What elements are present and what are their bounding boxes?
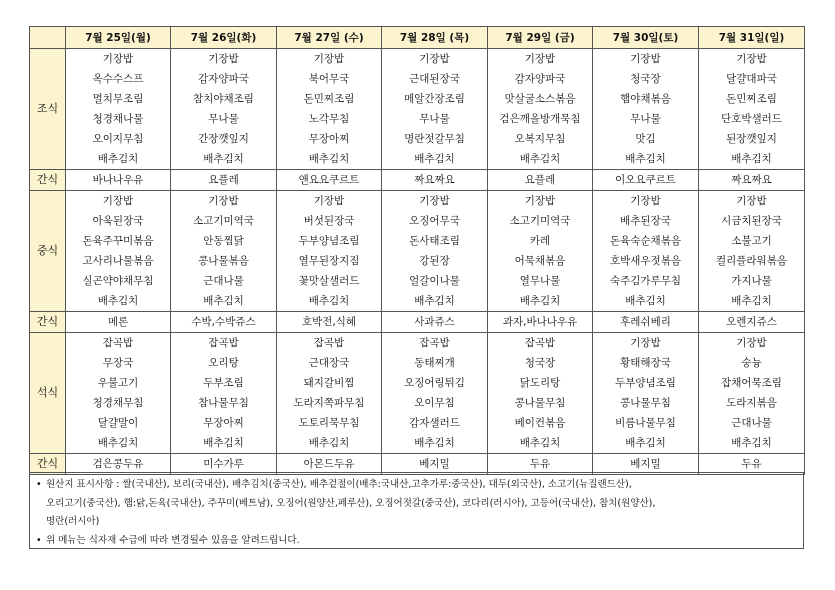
menu-item: 오징어무국	[382, 211, 488, 231]
menu-item: 잡곡밥	[382, 333, 488, 354]
day-header: 7월 28일 (목)	[382, 27, 488, 49]
day-header-row	[30, 27, 805, 49]
snack-item: 요플레	[171, 170, 277, 191]
menu-item: 참나물무침	[171, 393, 277, 413]
snack-item: 베지밀	[382, 454, 488, 475]
menu-item: 배추김치	[277, 149, 382, 170]
breakfast-row	[30, 149, 805, 170]
menu-item: 무나물	[171, 109, 277, 129]
lunch-label: 중식	[30, 191, 66, 312]
breakfast-row	[30, 89, 805, 109]
dinner-row	[30, 353, 805, 373]
menu-item: 돈민찌조림	[277, 89, 382, 109]
menu-item: 청국장	[488, 353, 593, 373]
menu-item: 맛김	[593, 129, 699, 149]
snack-item: 아몬드두유	[277, 454, 382, 475]
menu-item: 검은깨올방개묵침	[488, 109, 593, 129]
corner-cell	[30, 27, 66, 49]
menu-item: 소고기미역국	[171, 211, 277, 231]
menu-item: 기장밥	[66, 191, 171, 212]
menu-item: 근대나물	[699, 413, 805, 433]
menu-item: 배추김치	[488, 291, 593, 312]
menu-item: 시금치된장국	[699, 211, 805, 231]
menu-item: 무나물	[382, 109, 488, 129]
menu-item: 배추김치	[593, 291, 699, 312]
menu-item: 도토리묵무침	[277, 413, 382, 433]
snack-label: 간식	[30, 170, 66, 191]
menu-item: 북어무국	[277, 69, 382, 89]
menu-item: 열무된장지짐	[277, 251, 382, 271]
snack-item: 후레쉬베리	[593, 312, 699, 333]
menu-item: 기장밥	[593, 49, 699, 70]
menu-item: 오리탕	[171, 353, 277, 373]
snack-item: 오렌지쥬스	[699, 312, 805, 333]
lunch-row	[30, 211, 805, 231]
menu-item: 명란젓갈무침	[382, 129, 488, 149]
menu-item: 배추김치	[382, 149, 488, 170]
snack-item: 수박,수박쥬스	[171, 312, 277, 333]
menu-item: 동태찌개	[382, 353, 488, 373]
menu-item: 청경채무침	[66, 393, 171, 413]
snack-label: 간식	[30, 312, 66, 333]
dinner-row	[30, 333, 805, 354]
bullet-icon: •	[36, 479, 42, 490]
menu-item: 두부양념조림	[277, 231, 382, 251]
menu-item: 근대나물	[171, 271, 277, 291]
menu-item: 배추김치	[277, 291, 382, 312]
menu-item: 단호박샐러드	[699, 109, 805, 129]
menu-item: 돈육주꾸미볶음	[66, 231, 171, 251]
dinner-row	[30, 413, 805, 433]
menu-item: 노각무침	[277, 109, 382, 129]
dinner-row	[30, 433, 805, 454]
snack-item: 바나나우유	[66, 170, 171, 191]
menu-item: 카레	[488, 231, 593, 251]
dinner-row	[30, 393, 805, 413]
change-notice: • 위 메뉴는 식자재 수급에 따라 변경될수 있음을 알려드립니다.	[36, 532, 797, 551]
day-header: 7월 25일(월)	[66, 27, 171, 49]
menu-item: 기장밥	[66, 49, 171, 70]
menu-item: 숭늉	[699, 353, 805, 373]
menu-item: 어묵채볶음	[488, 251, 593, 271]
menu-item: 간장깻잎지	[171, 129, 277, 149]
menu-item: 배추김치	[66, 433, 171, 454]
menu-item: 콩나물볶음	[171, 251, 277, 271]
menu-item: 배추김치	[171, 433, 277, 454]
menu-item: 배추김치	[488, 149, 593, 170]
menu-item: 기장밥	[699, 333, 805, 354]
menu-item: 무장아찌	[277, 129, 382, 149]
menu-item: 돈민찌조림	[699, 89, 805, 109]
menu-item: 배추된장국	[593, 211, 699, 231]
bullet-icon: •	[36, 534, 42, 546]
menu-item: 청경채나물	[66, 109, 171, 129]
snack-item: 두유	[699, 454, 805, 475]
menu-item: 잡곡밥	[277, 333, 382, 354]
menu-item: 잡채어묵조림	[699, 373, 805, 393]
snack-item: 메론	[66, 312, 171, 333]
lunch-row	[30, 231, 805, 251]
menu-item: 열무나물	[488, 271, 593, 291]
snack-item: 두유	[488, 454, 593, 475]
menu-item: 기장밥	[382, 191, 488, 212]
menu-item: 호박새우젓볶음	[593, 251, 699, 271]
menu-item: 무나물	[593, 109, 699, 129]
day-header: 7월 26일(화)	[171, 27, 277, 49]
dinner-row	[30, 373, 805, 393]
menu-item: 도라지볶음	[699, 393, 805, 413]
menu-item: 감자샐러드	[382, 413, 488, 433]
menu-item: 잡곡밥	[66, 333, 171, 354]
menu-item: 기장밥	[593, 333, 699, 354]
menu-item: 강된장	[382, 251, 488, 271]
menu-item: 배추김치	[593, 433, 699, 454]
menu-item: 배추김치	[593, 149, 699, 170]
menu-item: 감자양파국	[488, 69, 593, 89]
menu-item: 고사리나물볶음	[66, 251, 171, 271]
menu-item: 기장밥	[699, 49, 805, 70]
menu-item: 된장깻잎지	[699, 129, 805, 149]
menu-item: 우불고기	[66, 373, 171, 393]
dinner-label: 석식	[30, 333, 66, 454]
menu-item: 오징어링튀김	[382, 373, 488, 393]
menu-item: 배추김치	[277, 433, 382, 454]
menu-item: 청국장	[593, 69, 699, 89]
menu-item: 콩나물무침	[488, 393, 593, 413]
lunch-row	[30, 191, 805, 212]
lunch-row	[30, 291, 805, 312]
snack-item: 과자,바나나우유	[488, 312, 593, 333]
menu-item: 오이지무침	[66, 129, 171, 149]
menu-item: 기장밥	[277, 191, 382, 212]
menu-item: 무장아찌	[171, 413, 277, 433]
menu-item: 맛살굴소스볶음	[488, 89, 593, 109]
snack-item: 베지밀	[593, 454, 699, 475]
breakfast-row	[30, 129, 805, 149]
menu-item: 배추김치	[66, 291, 171, 312]
menu-item: 두부양념조림	[593, 373, 699, 393]
menu-item: 아욱된장국	[66, 211, 171, 231]
menu-item: 기장밥	[593, 191, 699, 212]
menu-item: 햄야채볶음	[593, 89, 699, 109]
menu-item: 기장밥	[699, 191, 805, 212]
menu-item: 배추김치	[488, 433, 593, 454]
menu-item: 컬리플라워볶음	[699, 251, 805, 271]
snack-item: 앤요요쿠르트	[277, 170, 382, 191]
menu-item: 콩나물무침	[593, 393, 699, 413]
menu-item: 잡곡밥	[488, 333, 593, 354]
menu-item: 배추김치	[66, 149, 171, 170]
snack-item: 검은콩두유	[66, 454, 171, 475]
menu-item: 배추김치	[171, 291, 277, 312]
menu-item: 옥수수스프	[66, 69, 171, 89]
breakfast-label: 조식	[30, 49, 66, 170]
menu-item: 소불고기	[699, 231, 805, 251]
snack-item: 짜요짜요	[382, 170, 488, 191]
snack-label: 간식	[30, 454, 66, 475]
menu-item: 감자양파국	[171, 69, 277, 89]
menu-item: 숙주김가루무침	[593, 271, 699, 291]
origin-note-cont: 오리고기(중국산), 햄:닭,돈육(국내산), 주꾸미(베트남), 오징어(원양산,페루산), 오징어젓갈(중국산), 코다리(러시아), 고등어(국내산), 참치(원양산),	[46, 497, 656, 509]
menu-item: 기장밥	[488, 49, 593, 70]
menu-item: 버섯된장국	[277, 211, 382, 231]
menu-item: 배추김치	[699, 433, 805, 454]
day-header: 7월 31일(일)	[699, 27, 805, 49]
menu-item: 황태해장국	[593, 353, 699, 373]
menu-item: 무장국	[66, 353, 171, 373]
breakfast-row	[30, 49, 805, 70]
menu-item: 잡곡밥	[171, 333, 277, 354]
menu-item: 얼갈이나물	[382, 271, 488, 291]
menu-item: 돼지갈비찜	[277, 373, 382, 393]
snack-item: 요플레	[488, 170, 593, 191]
menu-item: 돈육숙순채볶음	[593, 231, 699, 251]
snack-row	[30, 170, 805, 191]
day-header: 7월 30일(토)	[593, 27, 699, 49]
menu-item: 근대된장국	[382, 69, 488, 89]
day-header: 7월 27일 (수)	[277, 27, 382, 49]
menu-item: 기장밥	[382, 49, 488, 70]
menu-item: 달걀말이	[66, 413, 171, 433]
snack-item: 미수가루	[171, 454, 277, 475]
notes-box	[29, 472, 804, 549]
menu-item: 배추김치	[699, 149, 805, 170]
menu-item: 닭도리탕	[488, 373, 593, 393]
lunch-row	[30, 251, 805, 271]
breakfast-row	[30, 109, 805, 129]
menu-item: 달걀대파국	[699, 69, 805, 89]
menu-item: 메알간장조림	[382, 89, 488, 109]
lunch-row	[30, 271, 805, 291]
breakfast-row	[30, 69, 805, 89]
menu-item: 기장밥	[277, 49, 382, 70]
menu-item: 두부조림	[171, 373, 277, 393]
snack-row	[30, 312, 805, 333]
menu-item: 참치야채조림	[171, 89, 277, 109]
menu-item: 도라지쪽파무침	[277, 393, 382, 413]
menu-item: 멸치무조림	[66, 89, 171, 109]
menu-item: 기장밥	[171, 191, 277, 212]
menu-item: 안동찜닭	[171, 231, 277, 251]
snack-item: 짜요짜요	[699, 170, 805, 191]
menu-item: 배추김치	[699, 291, 805, 312]
weekly-menu-table	[29, 26, 805, 475]
origin-note: • 원산지 표시사항 : 쌀(국내산), 보리(국내산), 배추김치(중국산), 배추겉절이(배추:국내산,고추가루:중국산), 대두(외국산), 소고기(뉴질랜드산),	[36, 476, 797, 495]
menu-item: 기장밥	[488, 191, 593, 212]
menu-item: 돈사태조림	[382, 231, 488, 251]
menu-item: 배추김치	[382, 291, 488, 312]
menu-item: 비름나물무침	[593, 413, 699, 433]
menu-item: 실곤약야채무침	[66, 271, 171, 291]
menu-item: 소고기미역국	[488, 211, 593, 231]
menu-item: 오복지무침	[488, 129, 593, 149]
snack-item: 호박전,식혜	[277, 312, 382, 333]
menu-item: 배추김치	[171, 149, 277, 170]
menu-item: 기장밥	[171, 49, 277, 70]
menu-item: 베이컨볶음	[488, 413, 593, 433]
menu-item: 배추김치	[382, 433, 488, 454]
menu-item: 근대장국	[277, 353, 382, 373]
menu-item: 꽃맛살샐러드	[277, 271, 382, 291]
snack-item: 이오요쿠르트	[593, 170, 699, 191]
origin-note-cont: 명란(러시아)	[46, 516, 100, 527]
snack-item: 사과쥬스	[382, 312, 488, 333]
menu-item: 가지나물	[699, 271, 805, 291]
menu-item: 오이무침	[382, 393, 488, 413]
day-header: 7월 29일 (금)	[488, 27, 593, 49]
